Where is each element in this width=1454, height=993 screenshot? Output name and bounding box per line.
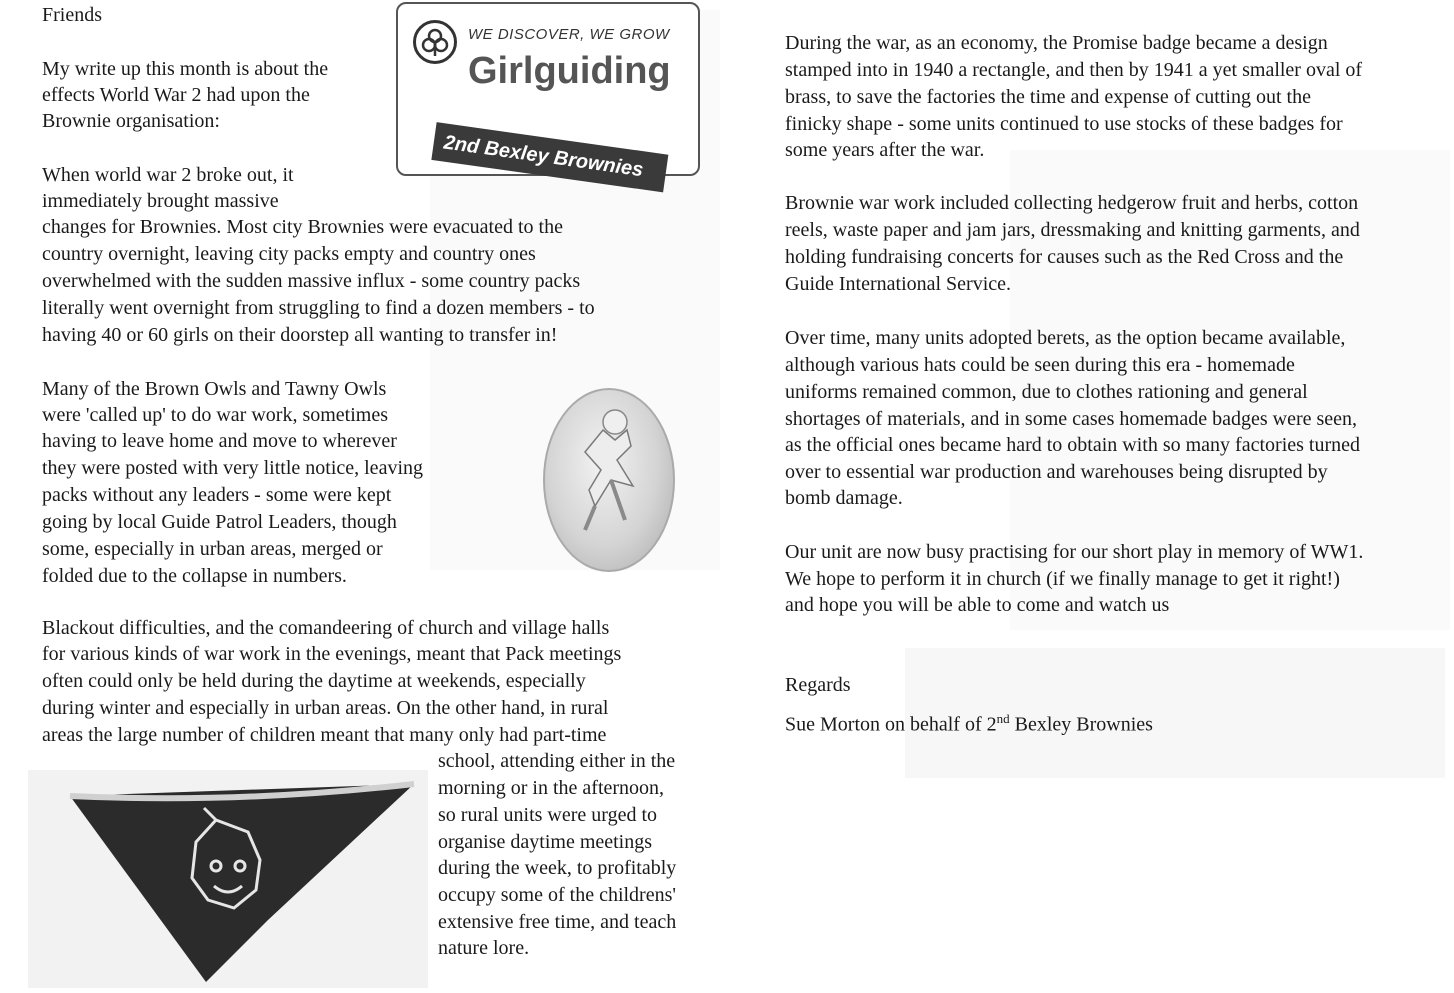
play-line: and hope you will be able to come and watch us bbox=[785, 594, 1170, 616]
para3-line: occupy some of the childrens' bbox=[438, 884, 676, 906]
promise-badge-line: some years after the war. bbox=[785, 139, 985, 161]
para1-line: having 40 or 60 girls on their doorstep all wanting to transfer in! bbox=[42, 324, 558, 346]
intro-line: My write up this month is about the bbox=[42, 58, 329, 80]
para2-line: were 'called up' to do war work, sometimes bbox=[42, 404, 388, 426]
para1-line: immediately brought massive bbox=[42, 190, 279, 212]
trefoil-icon bbox=[413, 20, 457, 64]
para3-line: often could only be held during the daytime at weekends, especially bbox=[42, 670, 586, 692]
para2-line: they were posted with very little notice, leaving bbox=[42, 457, 423, 479]
para2-line: packs without any leaders - some were kept bbox=[42, 484, 392, 506]
promise-badge-line: brass, to save the factories the time and expense of cutting out the bbox=[785, 86, 1311, 108]
berets-line: as the official ones became hard to obtain with so many factories turned bbox=[785, 434, 1360, 456]
para3-line: areas the large number of children meant that many only had part-time bbox=[42, 724, 607, 746]
para3-line: during the week, to profitably bbox=[438, 857, 677, 879]
para3-line: so rural units were urged to bbox=[438, 804, 658, 826]
berets-line: bomb damage. bbox=[785, 487, 903, 509]
para3-line: school, attending either in the bbox=[438, 750, 676, 772]
war-work-line: holding fundraising concerts for causes such as the Red Cross and the bbox=[785, 246, 1344, 268]
para2-line: Many of the Brown Owls and Tawny Owls bbox=[42, 378, 387, 400]
para1-line: country overnight, leaving city packs empty and country ones bbox=[42, 243, 536, 265]
para2-line: going by local Guide Patrol Leaders, though bbox=[42, 511, 397, 533]
para3-line: organise daytime meetings bbox=[438, 831, 653, 853]
greeting: Friends bbox=[42, 4, 102, 26]
para3-line: during winter and especially in urban areas. On the other hand, in rural bbox=[42, 697, 609, 719]
intro-line: Brownie organisation: bbox=[42, 110, 220, 132]
berets-line: uniforms remained common, due to clothes rationing and general bbox=[785, 381, 1308, 403]
para1-line: literally went overnight from struggling to find a dozen members - to bbox=[42, 297, 595, 319]
war-work-line: Guide International Service. bbox=[785, 273, 1012, 295]
para1-line: When world war 2 broke out, it bbox=[42, 164, 294, 186]
play-line: Our unit are now busy practising for our short play in memory of WW1. bbox=[785, 541, 1364, 563]
berets-line: shortages of materials, and in some cases homemade badges were seen, bbox=[785, 408, 1358, 430]
berets-line: over to essential war production and warehouses being disrupted by bbox=[785, 461, 1328, 483]
logo-tagline: WE DISCOVER, WE GROW bbox=[468, 26, 670, 43]
para2-line: having to leave home and move to wherever bbox=[42, 430, 397, 452]
regards-line: Regards bbox=[785, 674, 851, 696]
para3-line: extensive free time, and teach bbox=[438, 911, 677, 933]
para2-line: folded due to the collapse in numbers. bbox=[42, 565, 347, 587]
promise-badge-line: finicky shape - some units continued to use stocks of these badges for bbox=[785, 113, 1343, 135]
intro-line: effects World War 2 had upon the bbox=[42, 84, 310, 106]
para3-line: Blackout difficulties, and the comandeering of church and village halls bbox=[42, 617, 610, 639]
promise-badge-line: During the war, as an economy, the Promise badge became a design bbox=[785, 32, 1328, 54]
para3-line: for various kinds of war work in the evenings, meant that Pack meetings bbox=[42, 643, 622, 665]
play-line: We hope to perform it in church (if we finally manage to get it right!) bbox=[785, 568, 1340, 590]
signoff-suffix: Bexley Brownies bbox=[1009, 713, 1153, 736]
brownie-figure-icon bbox=[545, 390, 673, 570]
signoff-ordinal: nd bbox=[996, 711, 1010, 726]
para3-line: nature lore. bbox=[438, 937, 530, 959]
signoff-prefix: Sue Morton on behalf of 2 bbox=[785, 713, 997, 736]
right-column bbox=[785, 0, 1454, 988]
berets-line: although various hats could be seen during this era - homemade bbox=[785, 354, 1295, 376]
unit-name: 2nd Bexley Brownies bbox=[442, 131, 645, 182]
signoff-line bbox=[785, 706, 1153, 738]
para1-line: changes for Brownies. Most city Brownies were evacuated to the bbox=[42, 216, 563, 238]
brownie-scarf-image bbox=[28, 770, 428, 988]
para3-line: morning or in the afternoon, bbox=[438, 777, 665, 799]
oval-promise-badge-image bbox=[543, 388, 675, 572]
war-work-line: reels, waste paper and jam jars, dressmaking and knitting garments, and bbox=[785, 219, 1360, 241]
berets-line: Over time, many units adopted berets, as the option became available, bbox=[785, 327, 1346, 349]
promise-badge-line: stamped into in 1940 a rectangle, and then by 1941 a yet smaller oval of bbox=[785, 59, 1363, 81]
war-work-line: Brownie war work included collecting hedgerow fruit and herbs, cotton bbox=[785, 192, 1359, 214]
para1-line: overwhelmed with the sudden massive influx - some country packs bbox=[42, 270, 581, 292]
logo-wordmark: Girlguiding bbox=[468, 50, 671, 92]
para2-line: some, especially in urban areas, merged or bbox=[42, 538, 383, 560]
girlguiding-logo bbox=[396, 2, 700, 182]
